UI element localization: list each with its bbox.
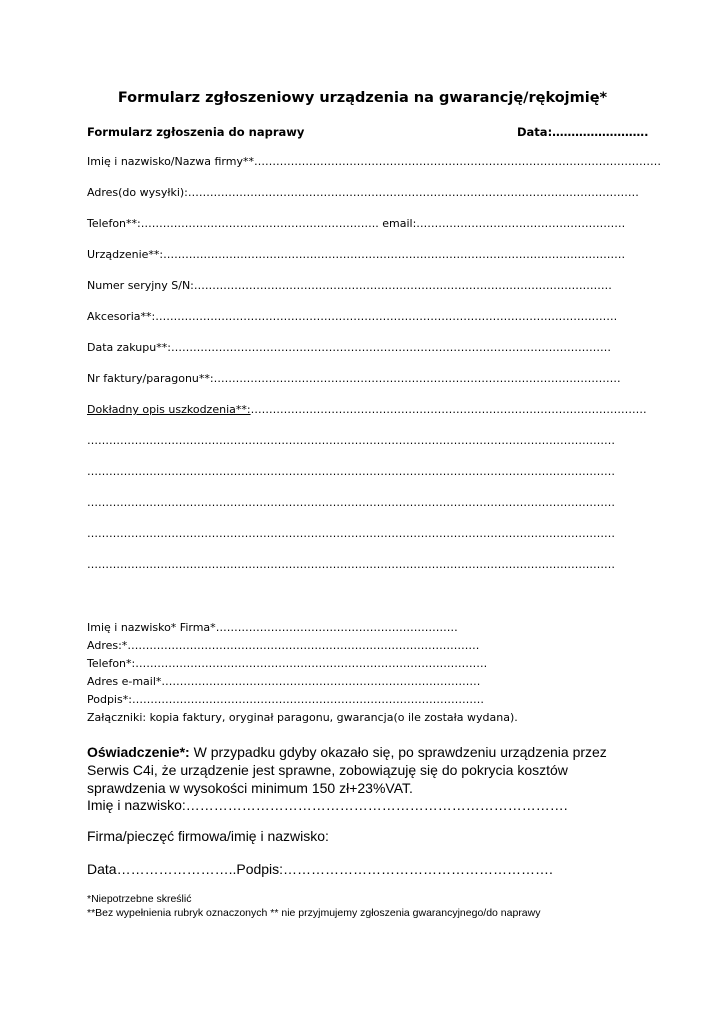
contact-phone-dots: …………………………………………………………………………………… [135,657,488,670]
name-company-field[interactable] [87,155,661,168]
serial-number-field[interactable] [87,279,612,292]
footnote-strike: *Niepotrzebne skreślić [87,893,192,905]
accessories-field[interactable] [87,310,617,323]
email-dots: ………………………………………………… [416,217,626,230]
declaration-paragraph [87,743,647,797]
contact-address-field[interactable] [87,639,479,652]
purchase-date-dots: ………………………………………………………………………………………………………… [170,341,611,354]
contact-email-label: Adres e-mail* [87,675,162,688]
purchase-date-field[interactable] [87,341,611,354]
shipping-address-dots: …………………………………………………………………………………………………………… [187,186,639,199]
device-dots: ……………………………………………………………………………………………………………… [163,248,626,261]
damage-description-dots: ……………………………………………………………………………………………… [250,403,647,416]
contact-email-field[interactable] [87,675,480,688]
invoice-number-label: Nr faktury/paragonu**: [87,372,214,385]
contact-address-dots: …………………………………………………………………………………… [127,639,480,652]
description-line[interactable]: ……………………………………………………………………………………………………………………………… [87,558,615,571]
contact-address-label: Adres:* [87,639,128,652]
contact-name-dots: ………………………………………………………… [215,621,458,634]
declaration-text: W przypadku gdyby okazało się, po sprawdzeniu urządzenia przez Serwis C4i, że urządzenie jest sprawne, zobowiązuję się do pokrycia kosztów sprawdzenia w wysokości minimum 150 zł+23%VAT. [87,744,607,796]
contact-name-field[interactable] [87,621,458,634]
purchase-date-label: Data zakupu**: [87,341,171,354]
name-company-label: Imię i nazwisko/Nazwa firmy** [87,155,254,168]
serial-number-label: Numer seryjny S/N: [87,279,194,292]
form-title: Formularz zgłoszeniowy urządzenia na gwarancję/rękojmię* [117,90,608,106]
contact-phone-label: Telefon*: [87,657,136,670]
firm-stamp-label: Firma/pieczęć firmowa/imię i nazwisko: [87,828,329,844]
description-line[interactable]: ……………………………………………………………………………………………………………………………… [87,434,615,447]
phone-dots: ……………………………………………………….. [140,217,383,230]
date-signature-field[interactable]: Data……………………..Podpis:…………………………………………………. [87,861,553,877]
contact-signature-field[interactable] [87,693,484,706]
footnote-required: **Bez wypełnienia rubryk oznaczonych ** nie przyjmujemy zgłoszenia gwarancyjnego/do naprawy [87,907,541,919]
device-field[interactable] [87,248,625,261]
description-line[interactable]: ……………………………………………………………………………………………………………………………… [87,465,615,478]
contact-name-label: Imię i nazwisko* Firma* [87,621,216,634]
serial-number-dots: …………………………………………………………………………………………………… [193,279,612,292]
contact-phone-field[interactable] [87,657,487,670]
shipping-address-label: Adres(do wysyłki): [87,186,188,199]
phone-email-field[interactable] [87,217,625,230]
description-line[interactable]: ……………………………………………………………………………………………………………………………… [87,496,615,509]
device-label: Urządzenie**: [87,248,164,261]
invoice-number-field[interactable] [87,372,621,385]
name-company-dots: ………………………………………………………………………………………………… [253,155,661,168]
declaration-name-field[interactable]: Imię i nazwisko:………………………………………………………………………. [87,797,568,813]
phone-label: Telefon**: [87,217,141,230]
accessories-label: Akcesoria**: [87,310,156,323]
contact-signature-dots: …………………………………………………………………………………… [131,693,484,706]
accessories-dots: ……………………………………………………………………………………………………………… [155,310,618,323]
form-date-field[interactable]: Data:……………………. [517,125,649,139]
contact-email-dots: …………………………………………………………………………… [161,675,481,688]
form-header-label: Formularz zgłoszenia do naprawy [87,125,305,139]
attachments-note: Załączniki: kopia faktury, oryginał paragonu, gwarancja(o ile została wydana). [87,711,518,724]
declaration-heading: Oświadczenie*: [87,744,190,760]
description-line[interactable]: ……………………………………………………………………………………………………………………………… [87,527,615,540]
damage-description-field[interactable] [87,403,647,416]
damage-description-label: Dokładny opis uszkodzenia**: [87,403,251,416]
invoice-number-dots: ………………………………………………………………………………………………… [213,372,621,385]
contact-signature-label: Podpis*: [87,693,132,706]
email-label: email: [382,217,417,230]
shipping-address-field[interactable] [87,186,639,199]
